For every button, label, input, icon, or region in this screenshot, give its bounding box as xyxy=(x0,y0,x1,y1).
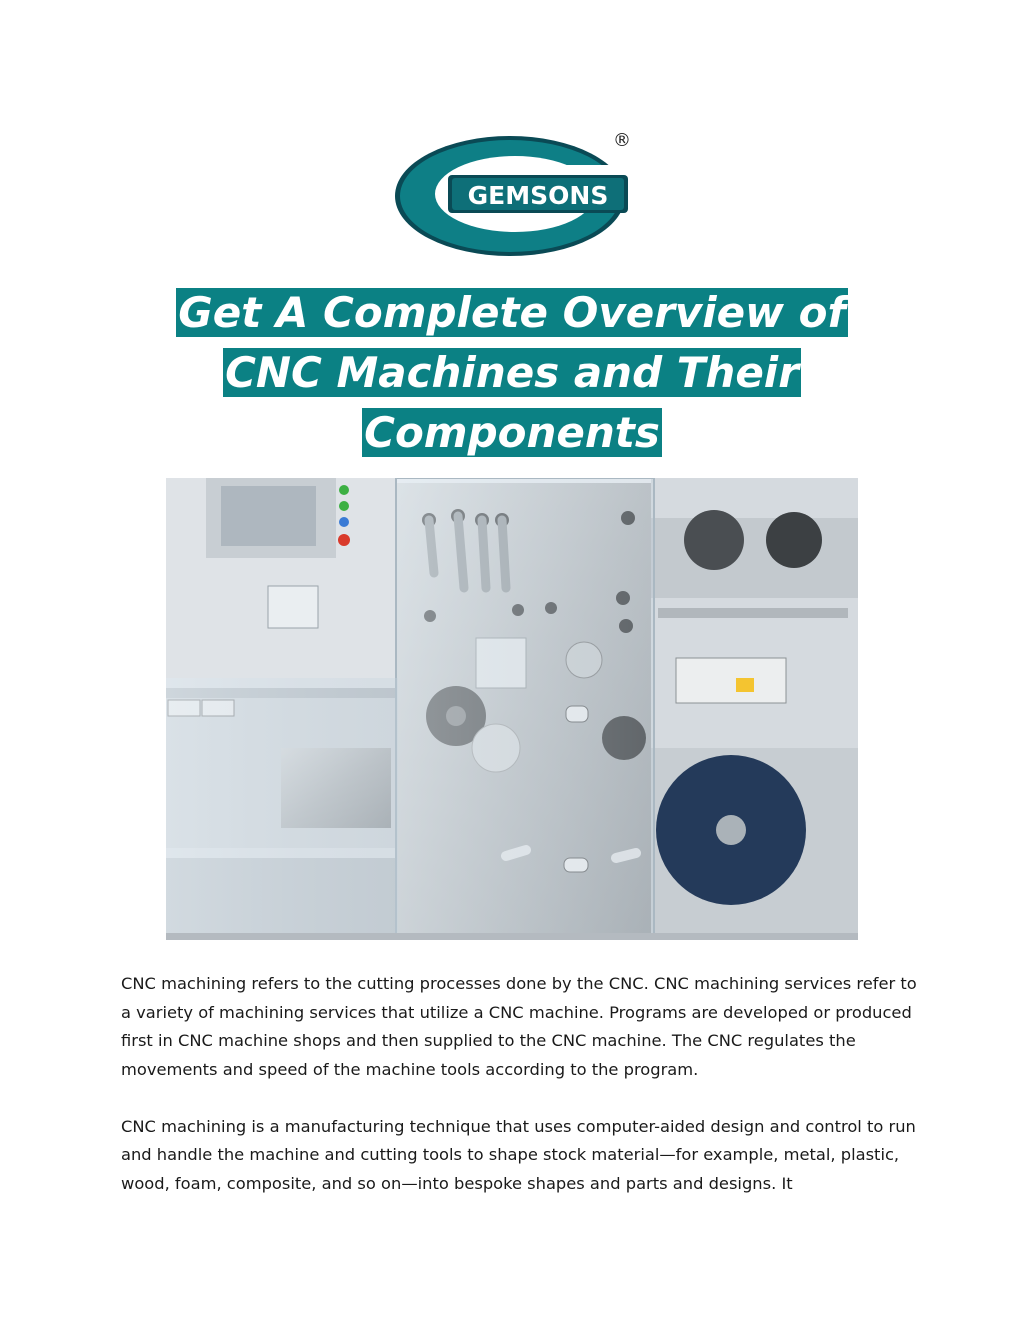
article-body xyxy=(121,970,921,1227)
logo-brand-text: GEMSONS xyxy=(467,181,609,210)
title-line-3: Components xyxy=(364,408,660,457)
gemsons-logo-icon xyxy=(390,130,640,260)
title-line-1: Get A Complete Overview of xyxy=(178,288,846,337)
page-title xyxy=(0,283,1024,463)
title-line-2: CNC Machines and Their xyxy=(225,348,799,397)
cnc-machine-photo xyxy=(166,478,858,940)
registered-mark: ® xyxy=(613,130,631,151)
cnc-machine-icon xyxy=(166,478,858,940)
gemsons-logo xyxy=(390,130,640,260)
paragraph-1: CNC machining refers to the cutting processes done by the CNC. CNC machining services refer to a variety of machining services that utilize a CNC machine. Programs are developed or produced first in CNC machine shops and then supplied to the CNC machine. The CNC regulates the movements and speed of the machine tools according to the program. xyxy=(121,974,917,1079)
paragraph-2: CNC machining is a manufacturing technique that uses computer-aided design and control to run and handle the machine and cutting tools to shape stock material—for example, metal, plastic, wood, foam, composite, and so on—into bespoke shapes and parts and designs. It xyxy=(121,1116,916,1193)
